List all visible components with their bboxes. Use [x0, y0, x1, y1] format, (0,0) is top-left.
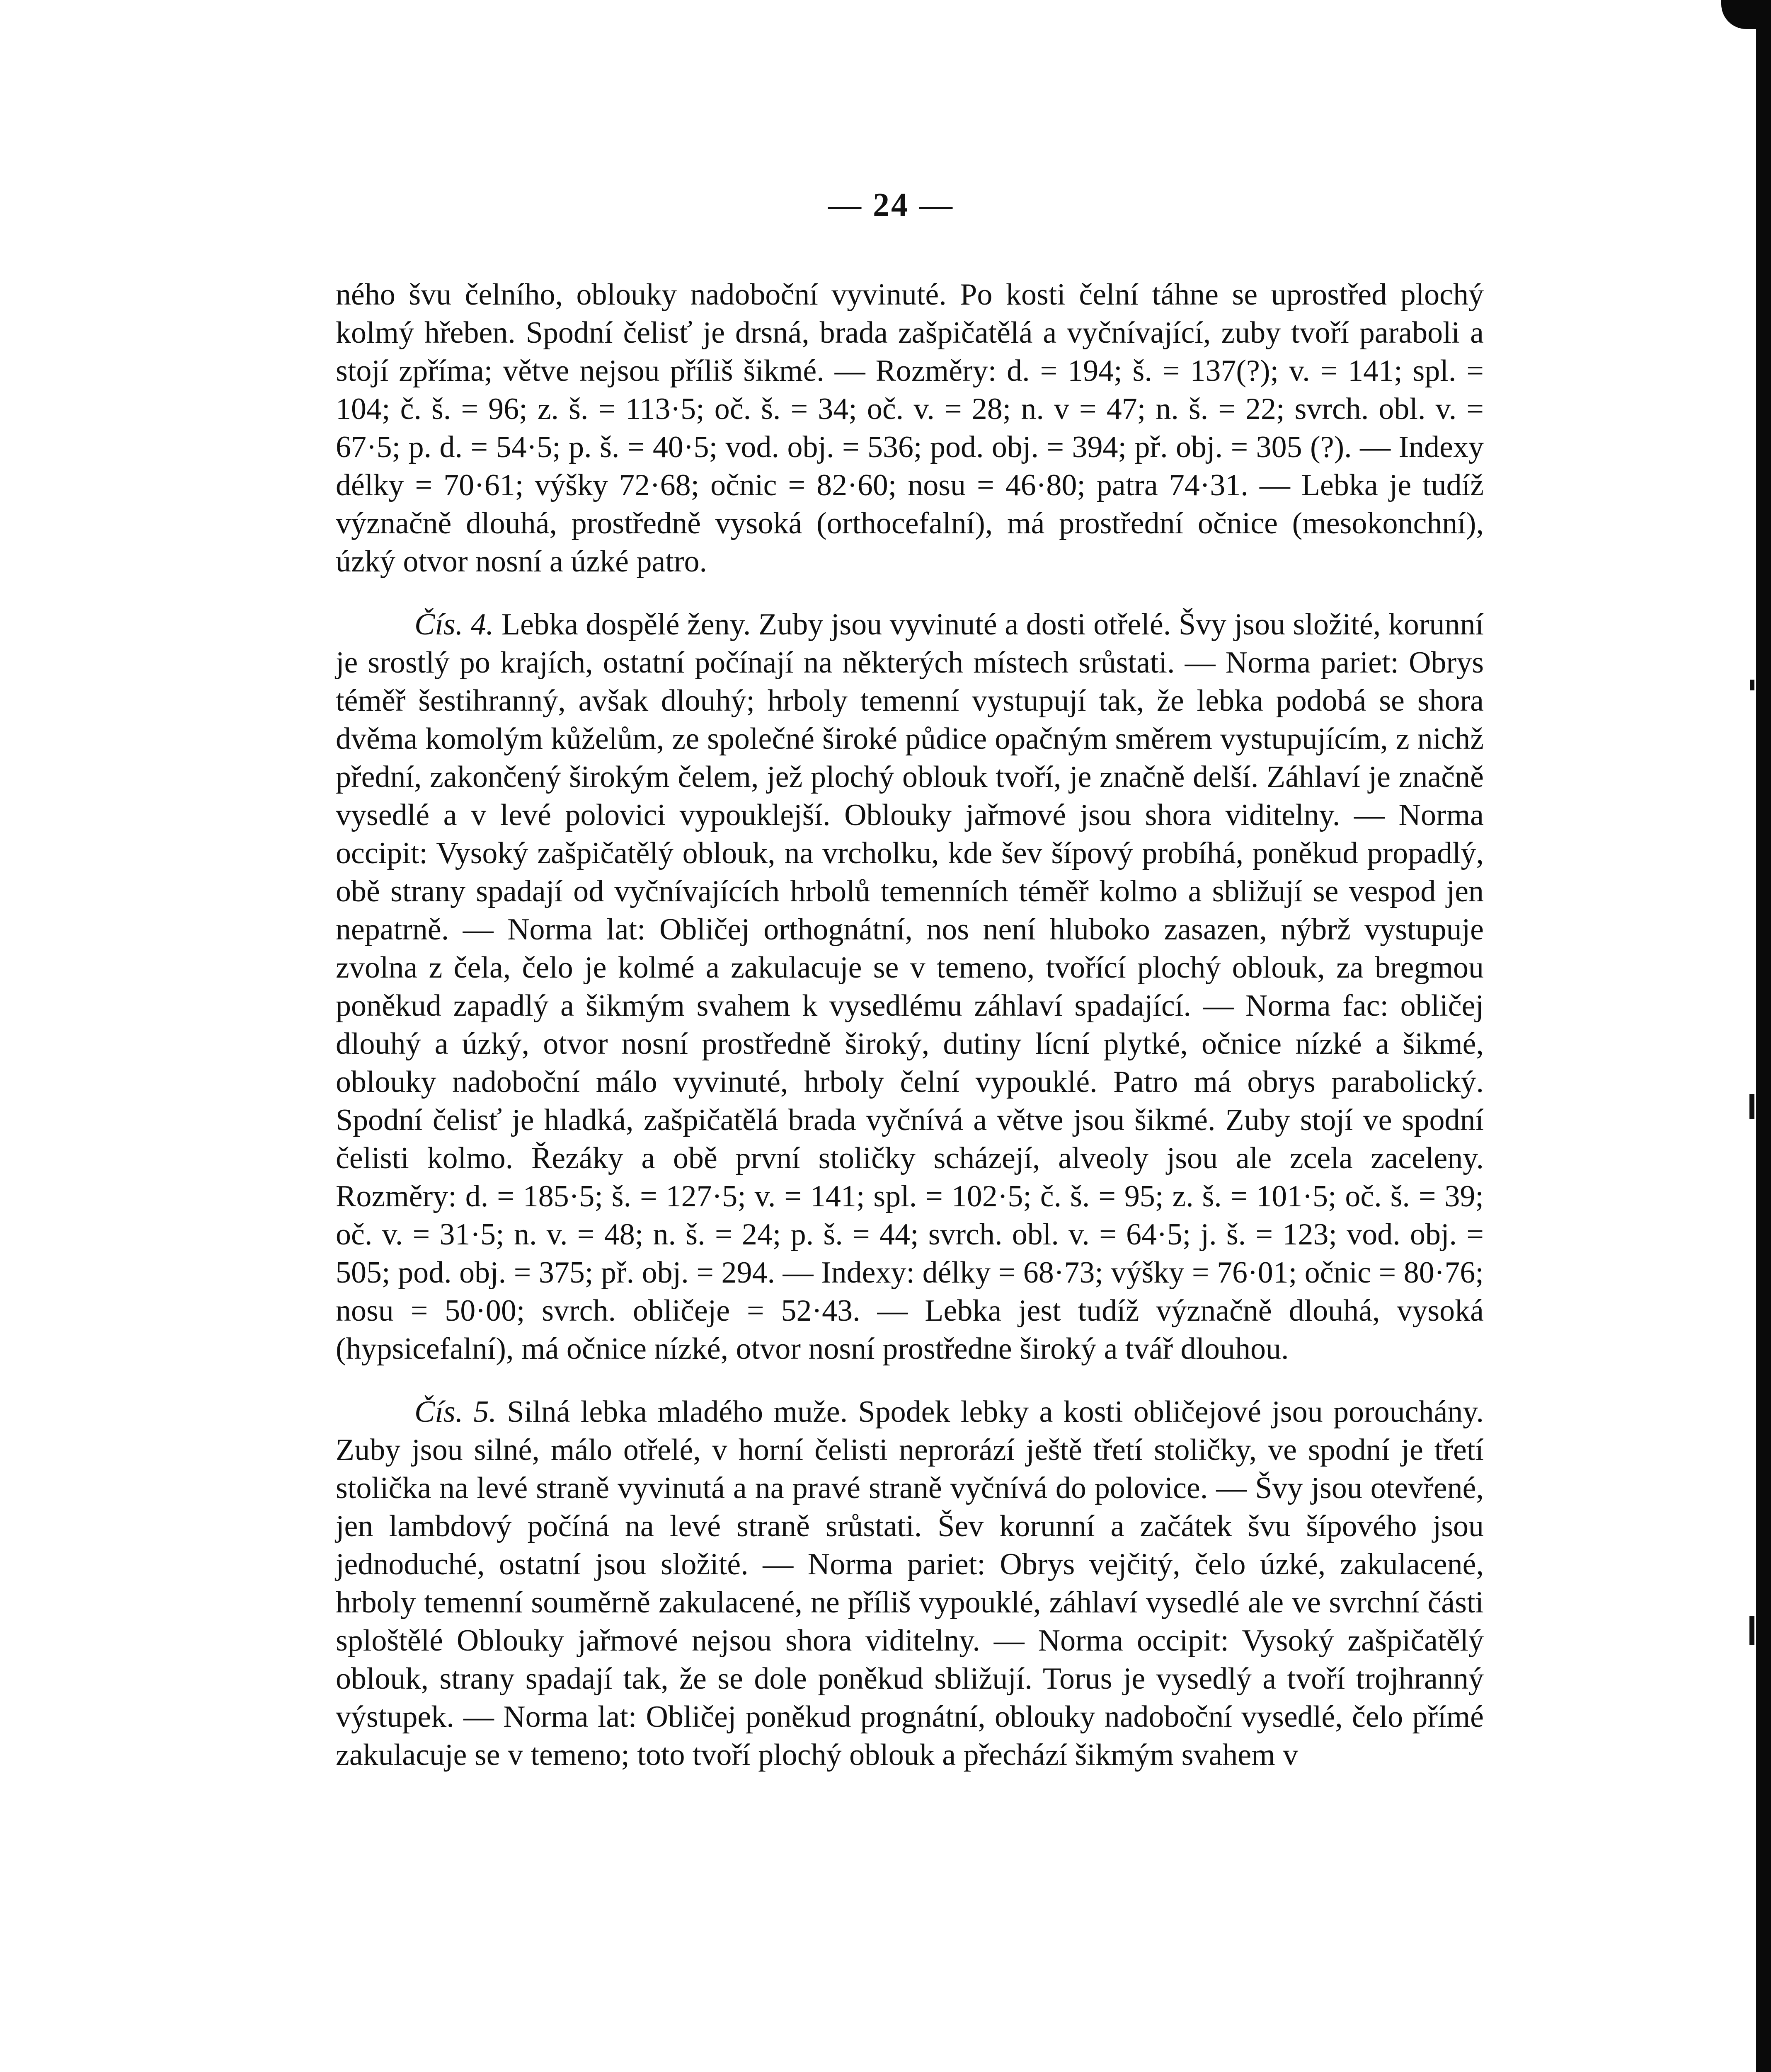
paragraph-text: Silná lebka mladého muže. Spodek lebky a kosti obličejové jsou porouchány. Zuby jsou silné, málo otřelé, v horní čelisti neprorází ještě třetí stoličky, ve spodní je třetí stolička na levé straně vyvinutá a na pravé straně vyčnívá do polovice. — Švy jsou otevřené, jen lambdový počíná na levé straně srůstati. Šev korunní a začátek švu šípového jsou jednoduché, ostatní jsou složité. — Norma pariet: Obrys vejčitý, čelo úzké, zakulacené, hrboly temenní souměrně zakulacené, ne příliš vypouklé, záhlaví vysedlé ale ve svrchní části sploštělé Oblouky jařmové nejsou shora viditelny. — Norma occipit: Vysoký zašpičatělý oblouk, strany spadají tak, že se dole poněkud sbližují. Torus je vysedlý a tvoří trojhranný výstupek. — Norma lat: Obličej poněkud prognátní, oblouky nadoboční vysedlé, čelo přímé zakulacuje se v temeno; toto tvoří plochý oblouk a přechází šikmým svahem v — [336, 1395, 1484, 1772]
scan-mark — [1750, 680, 1754, 690]
scan-mark — [1749, 1616, 1754, 1645]
scan-mark — [1749, 1094, 1754, 1119]
paragraph — [336, 605, 1484, 1368]
paragraph-text: ného švu čelního, oblouky nadoboční vyvinuté. Po kosti čelní táhne se uprostřed plochý kolmý hřeben. Spodní čelisť je drsná, brada zašpičatělá a vyčnívající, zuby tvoří paraboli a stojí zpříma; větve nejsou příliš šikmé. — Rozměry: d. = 194; š. = 137(?); v. = 141; spl. = 104; č. š. = 96; z. š. = 113·5; oč. š. = 34; oč. v. = 28; n. v = 47; n. š. = 22; svrch. obl. v. = 67·5; p. d. = 54·5; p. š. = 40·5; vod. obj. = 536; pod. obj. = 394; př. obj. = 305 (?). — Indexy délky = 70·61; výšky 72·68; očnic = 82·60; nosu = 46·80; patra 74·31. — Lebka je tudíž význačně dlouhá, prostředně vysoká (orthocefalní), má prostřední očnice (mesokonchní), úzký otvor nosní a úzké patro. — [336, 278, 1484, 579]
page-body — [336, 276, 1484, 1774]
page-number: — 24 — — [828, 187, 954, 223]
paragraph-text: Lebka dospělé ženy. Zuby jsou vyvinuté a dosti otřelé. Švy jsou složité, korunní je srostlý po krajích, ostatní počínají na některých místech srůstati. — Norma pariet: Obrys téměř šestihranný, avšak dlouhý; hrboly temenní vystupují tak, že lebka podobá se shora dvěma komolým kůželům, ze společné široké půdice opačným směrem vystupujícím, z nichž přední, zakončený širokým čelem, jež plochý oblouk tvoří, je značně delší. Záhlaví je značně vysedlé a v levé polovici vypouklejší. Oblouky jařmové jsou shora viditelny. — Norma occipit: Vysoký zašpičatělý oblouk, na vrcholku, kde šev šípový probíhá, poněkud propadlý, obě strany spadají od vyčnívajících hrbolů temenních téměř kolmo a sbližují se vespod jen nepatrně. — Norma lat: Obličej orthognátní, nos není hluboko zasazen, nýbrž vystupuje zvolna z čela, čelo je kolmé a zakulacuje se v temeno, tvořící plochý oblouk, za bregmou poněkud zapadlý a šikmým svahem k vysedlému záhlaví spadající. — Norma fac: obličej dlouhý a úzký, otvor nosní prostředně široký, dutiny lícní plytké, očnice nízké a šikmé, oblouky nadoboční málo vyvinuté, hrboly čelní vypouklé. Patro má obrys parabolický. Spodní čelisť je hladká, zašpičatělá brada vyčnívá a větve jsou šikmé. Zuby stojí ve spodní čelisti kolmo. Řezáky a obě první stoličky scházejí, alveoly jsou ale zcela zaceleny. Rozměry: d. = 185·5; š. = 127·5; v. = 141; spl. = 102·5; č. š. = 95; z. š. = 101·5; oč. š. = 39; oč. v. = 31·5; n. v. = 48; n. š. = 24; p. š. = 44; svrch. obl. v. = 64·5; j. š. = 123; vod. obj. = 505; pod. obj. = 375; př. obj. = 294. — Indexy: délky = 68·73; výšky = 76·01; očnic = 80·76; nosu = 50·00; svrch. obličeje = 52·43. — Lebka jest tudíž význačně dlouhá, vysoká (hypsicefalní), má očnice nízké, otvor nosní prostředne široký a tvář dlouhou. — [336, 608, 1484, 1366]
paragraph — [336, 1393, 1484, 1774]
scan-edge-corner — [1721, 0, 1771, 29]
scan-edge — [1756, 0, 1771, 2072]
paragraph — [336, 276, 1484, 581]
specimen-label: Čís. 4. — [414, 608, 494, 641]
specimen-label: Čís. 5. — [414, 1395, 497, 1429]
